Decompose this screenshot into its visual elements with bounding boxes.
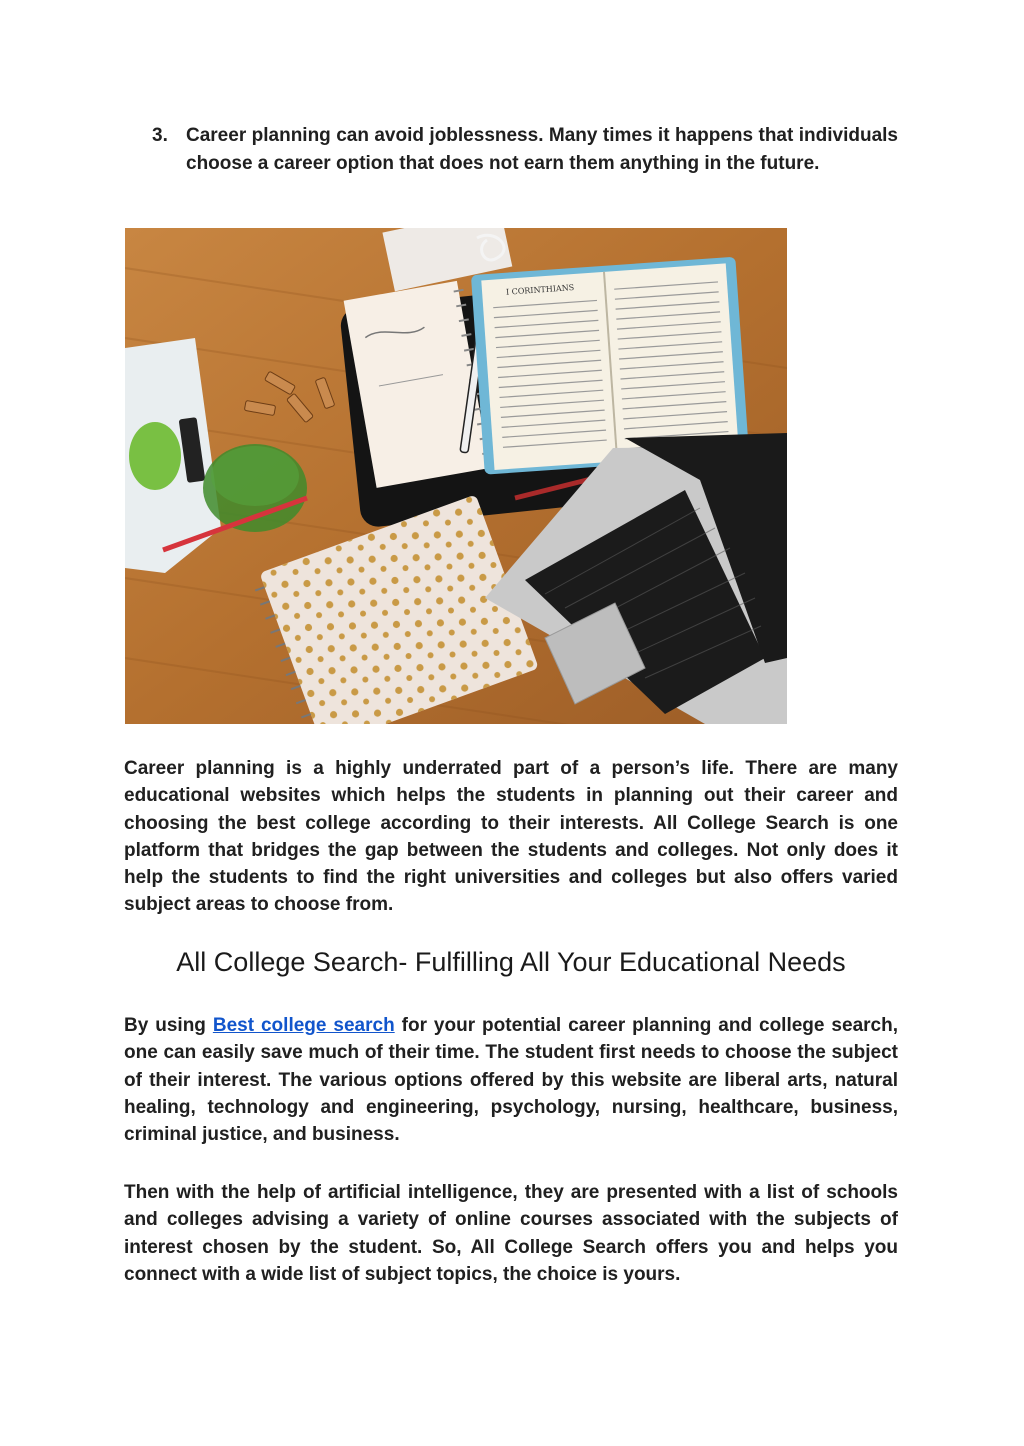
paragraph-text-before: By using bbox=[124, 1015, 213, 1036]
best-college-search-link[interactable]: Best college search bbox=[212, 1015, 395, 1036]
list-number: 3. bbox=[152, 125, 168, 146]
section-heading: All College Search- Fulfilling All Your Educational Needs bbox=[176, 947, 846, 977]
numbered-list-item bbox=[152, 122, 898, 178]
paragraph-artificial-intelligence: Then with the help of artificial intelligence, they are presented with a list of schools and colleges advising a variety of online courses associated with the subjects of interest chosen by the student. So, All College Search offers you and helps you connect with a wide list of subject topics, the choice is yours. bbox=[124, 1182, 898, 1285]
list-item-text: Career planning can avoid joblessness. Many times it happens that individuals choose a career option that does not earn them anything in the future. bbox=[186, 125, 898, 174]
paragraph-best-college-search bbox=[124, 1012, 898, 1148]
desk-study-photo bbox=[125, 228, 787, 724]
paragraph-career-planning: Career planning is a highly underrated part of a person’s life. There are many educational websites which helps the students in planning out their career and choosing the best college according to their interests. All College Search is one platform that bridges the gap between the students and colleges. Not only does it help the students to find the right universities and colleges but also offers varied subject areas to choose from. bbox=[124, 758, 898, 916]
paragraph-text-after: for your potential career planning and college search, one can easily save much of their time. The student first needs to choose the subject of their interest. The various options offered by this website are liberal arts, natural healing, technology and engineering, psychology, nursing, healthcare, business, criminal justice, and business. bbox=[124, 1015, 898, 1146]
bible-page-header: I CORINTHIANS bbox=[505, 282, 575, 297]
